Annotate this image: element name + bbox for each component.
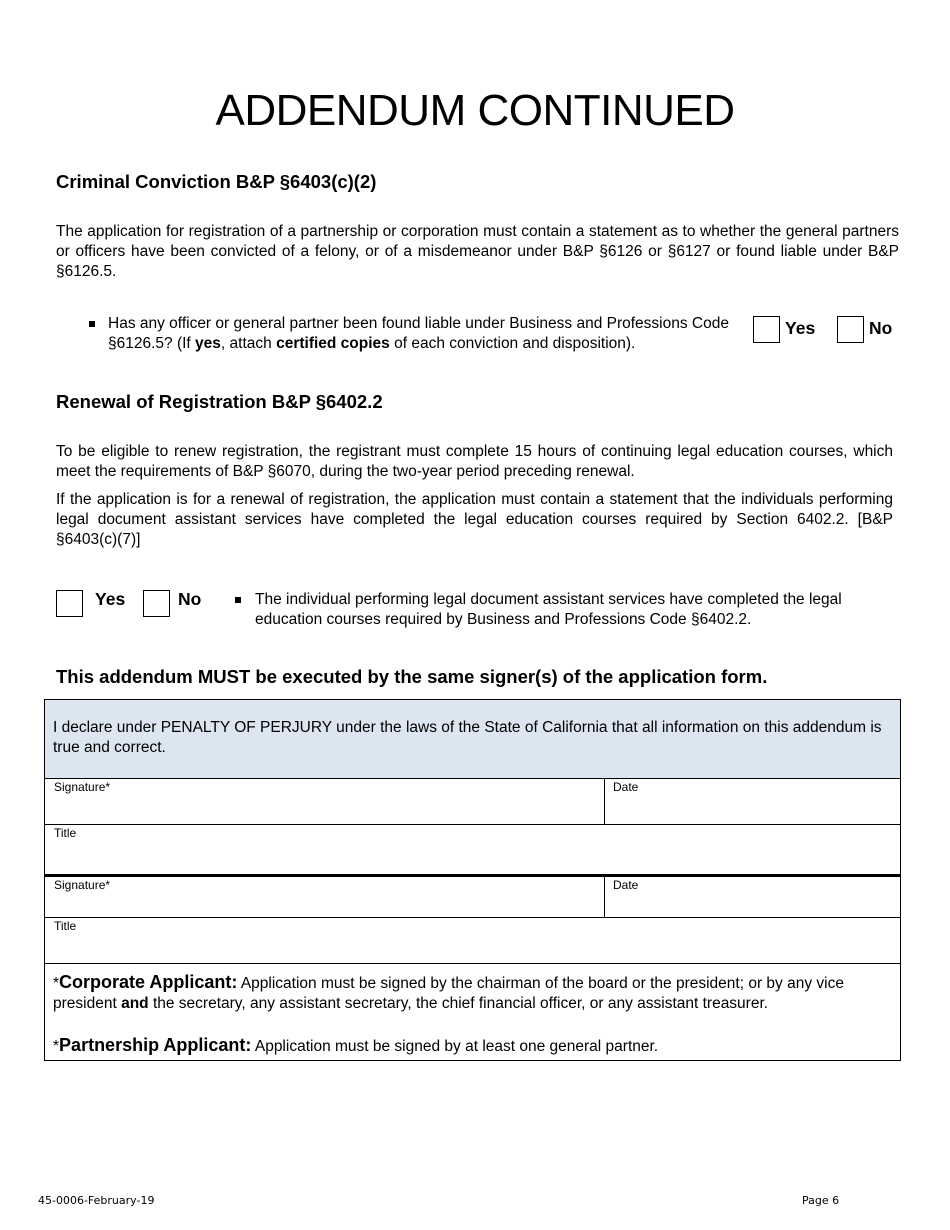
partnership-text: Application must be signed by at least one general partner. xyxy=(251,1038,659,1055)
criminal-yes-label: Yes xyxy=(785,318,816,338)
corporate-and-bold: and xyxy=(121,995,149,1012)
date-field-2[interactable] xyxy=(604,877,900,917)
renewal-paragraph-1: To be eligible to renew registration, the registrant must complete 15 hours of continuing legal education courses, which meet the requirements of B&P §6070, during the two-year period preceding renewal. xyxy=(56,443,893,480)
criminal-no-checkbox[interactable] xyxy=(837,316,864,343)
question-certified-bold: certified copies xyxy=(276,335,390,352)
question-yes-bold: yes xyxy=(195,335,221,352)
cell-divider xyxy=(604,779,605,824)
criminal-no-label: No xyxy=(869,318,893,338)
criminal-conviction-heading: Criminal Conviction B&P §6403(c)(2) xyxy=(56,171,377,192)
renewal-yes-checkbox[interactable] xyxy=(56,590,83,617)
title-field-2[interactable] xyxy=(45,918,900,963)
row-divider xyxy=(45,963,900,964)
renewal-statement-text: The individual performing legal document assistant services have completed the legal education courses required by Business and Professions Code §6402.2. xyxy=(255,591,842,628)
renewal-heading: Renewal of Registration B&P §6402.2 xyxy=(56,391,383,412)
corporate-text-1: Application must be signed by the chairman of the board or the president; or by any vice president xyxy=(53,975,844,1012)
corporate-heading: Corporate Applicant: xyxy=(59,972,238,992)
corporate-applicant-note xyxy=(53,972,893,1014)
footer-page-number: Page 6 xyxy=(802,1194,840,1207)
signature-label-1: Signature* xyxy=(54,780,111,794)
question-text-part2: , attach xyxy=(220,335,277,352)
renewal-statement xyxy=(234,590,874,630)
signature-table xyxy=(44,699,901,1061)
criminal-yes-checkbox[interactable] xyxy=(753,316,780,343)
criminal-question xyxy=(88,314,758,354)
partnership-heading: Partnership Applicant: xyxy=(59,1035,252,1055)
signature-label-2: Signature* xyxy=(54,878,111,892)
bullet-icon xyxy=(235,597,241,603)
corporate-star: * xyxy=(53,975,60,992)
criminal-conviction-paragraph: The application for registration of a partnership or corporation must contain a statement as to whether the general partners or officers have been convicted of a felony, or of a misdemeanor under B&P §6126 or §6127 or found liable under B&P §6126.5. xyxy=(56,223,899,280)
renewal-no-label: No xyxy=(178,589,202,609)
signing-notes xyxy=(53,972,893,1057)
corporate-text-2: the secretary, any assistant secretary, the chief financial officer, or any assistant treasurer. xyxy=(148,995,769,1012)
title-field-1[interactable] xyxy=(45,825,900,874)
question-text-part1: Has any officer or general partner been found liable under Business and Professions Code §6126.5? (If xyxy=(108,315,729,352)
partnership-star: * xyxy=(53,1038,60,1055)
partnership-applicant-note xyxy=(53,1035,893,1057)
cell-divider xyxy=(604,877,605,917)
date-label-2: Date xyxy=(613,878,639,892)
renewal-paragraph-2: If the application is for a renewal of registration, the application must contain a statement that the individuals performing legal document assistant services have completed the legal education courses required by Section 6402.2. [B&P §6403(c)(7)] xyxy=(56,491,893,548)
bullet-icon xyxy=(89,321,95,327)
date-field-1[interactable] xyxy=(604,779,900,824)
date-label-1: Date xyxy=(613,780,639,794)
title-label-1: Title xyxy=(54,826,77,840)
page-title: ADDENDUM CONTINUED xyxy=(215,86,735,135)
footer-form-id: 45-0006-February-19 xyxy=(38,1194,155,1207)
question-text-part3: of each conviction and disposition). xyxy=(389,335,636,352)
title-label-2: Title xyxy=(54,919,77,933)
execution-note: This addendum MUST be executed by the same signer(s) of the application form. xyxy=(56,666,768,687)
perjury-declaration: I declare under PENALTY OF PERJURY under the laws of the State of California that all information on this addendum is true and correct. xyxy=(45,700,900,779)
renewal-no-checkbox[interactable] xyxy=(143,590,170,617)
renewal-yes-label: Yes xyxy=(95,589,126,609)
